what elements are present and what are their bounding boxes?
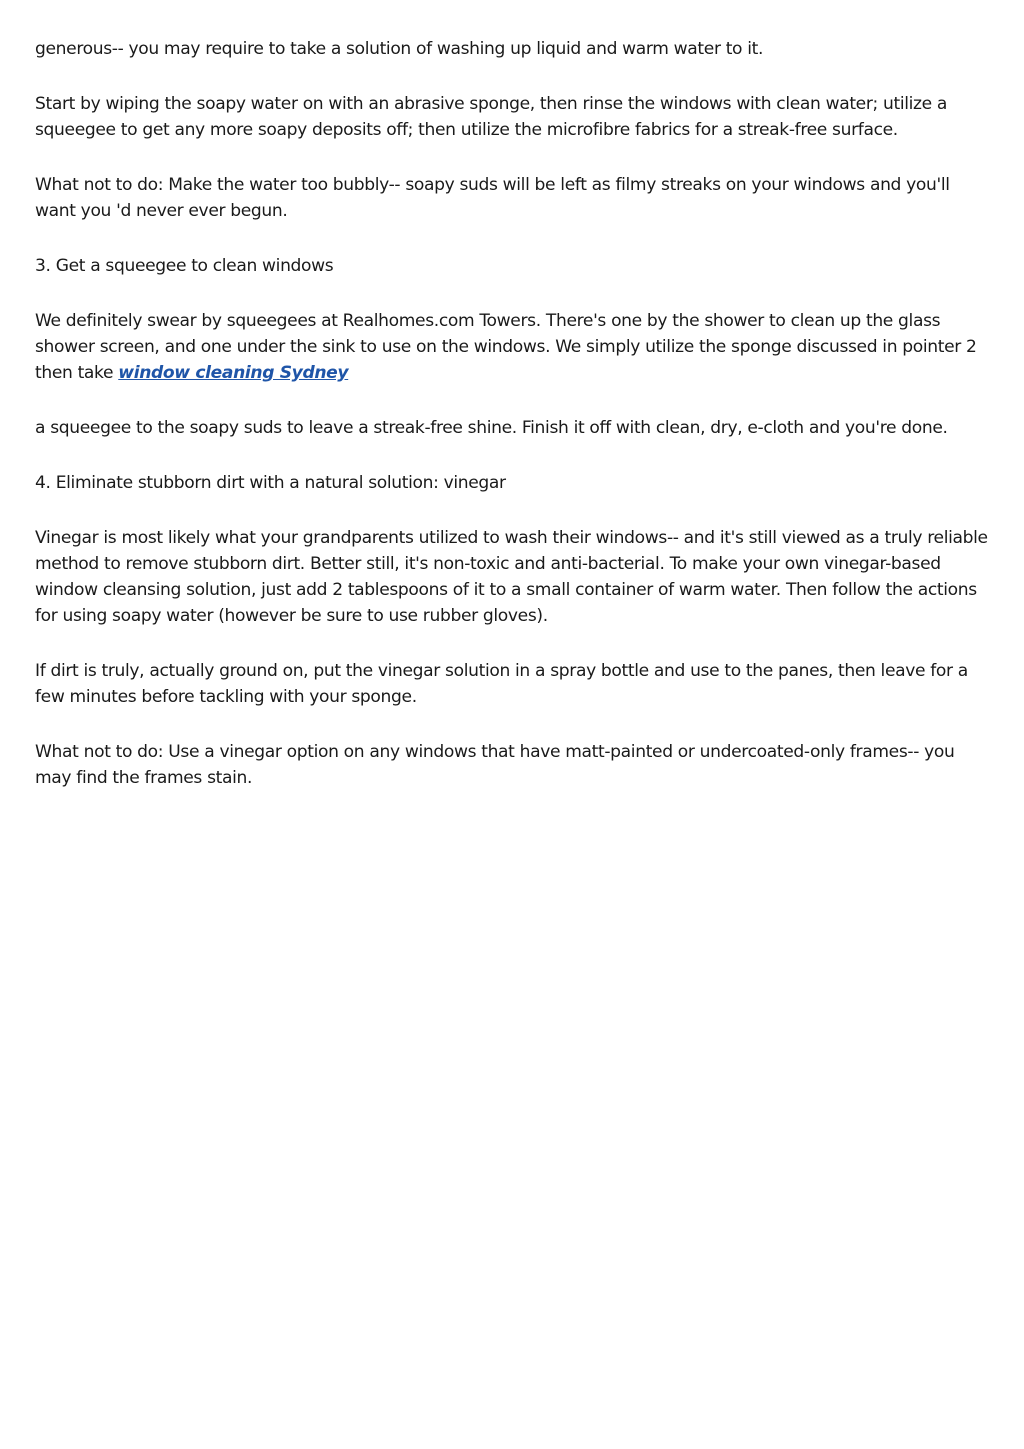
paragraph-what-not-to-do-vinegar: What not to do: Use a vinegar option on any windows that have matt-painted or undercoated-only frames-- you may find the frames stain.: [35, 742, 955, 788]
section-heading-vinegar: 4. Eliminate stubborn dirt with a natural solution: vinegar: [35, 473, 506, 493]
document-page: [35, 36, 995, 820]
paragraph-soapy-water-steps: Start by wiping the soapy water on with an abrasive sponge, then rinse the windows with clean water; utilize a squeegee to get any more soapy deposits off; then utilize the microfibre fabrics for a streak-free surface.: [35, 94, 948, 140]
paragraph-what-not-to-do-bubbly: What not to do: Make the water too bubbly-- soapy suds will be left as filmy streaks on your windows and you'll want you 'd never ever begun.: [35, 175, 950, 221]
paragraph-squeegees: [35, 308, 995, 386]
paragraph-spray-bottle: If dirt is truly, actually ground on, put the vinegar solution in a spray bottle and use to the panes, then leave for a few minutes before tackling with your sponge.: [35, 661, 968, 707]
paragraph-intro: generous-- you may require to take a solution of washing up liquid and warm water to it.: [35, 39, 764, 59]
section-heading-squeegee: 3. Get a squeegee to clean windows: [35, 256, 334, 276]
paragraph-squeegees-text: We definitely swear by squeegees at Realhomes.com Towers. There's one by the shower to clean up the glass shower screen, and one under the sink to use on the windows. We simply utilize the sponge discussed in pointer 2 then take: [35, 311, 977, 383]
window-cleaning-sydney-link[interactable]: window cleaning Sydney: [118, 363, 349, 383]
paragraph-squeegee-finish: a squeegee to the soapy suds to leave a streak-free shine. Finish it off with clean, dry, e-cloth and you're done.: [35, 418, 948, 438]
paragraph-vinegar-method: Vinegar is most likely what your grandparents utilized to wash their windows-- and it's still viewed as a truly reliable method to remove stubborn dirt. Better still, it's non-toxic and anti-bacterial. To make your own vinegar-based window cleansing solution, just add 2 tablespoons of it to a small container of warm water. Then follow the actions for using soapy water (however be sure to use rubber gloves).: [35, 528, 988, 626]
